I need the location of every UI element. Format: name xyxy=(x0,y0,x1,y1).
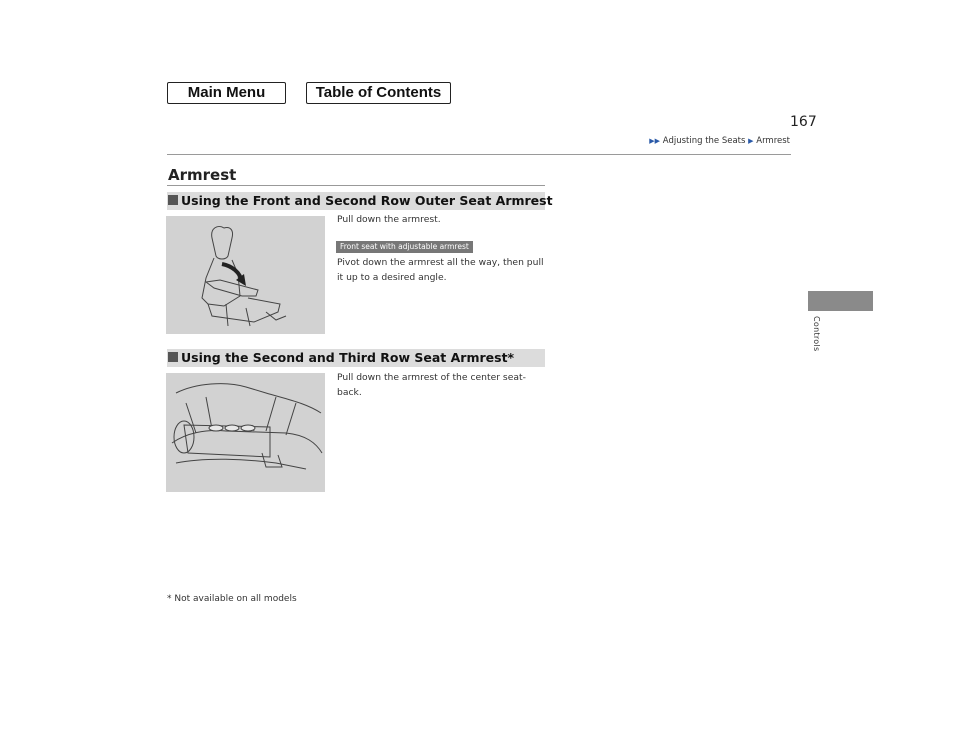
footnote: * Not available on all models xyxy=(167,594,297,604)
subsection-heading-band xyxy=(167,192,553,210)
chapter-tab[interactable] xyxy=(808,291,873,311)
section-title: Armrest xyxy=(168,166,237,184)
subsection-heading: Using the Second and Third Row Seat Armrest* xyxy=(181,350,515,365)
table-of-contents-button[interactable]: Table of Contents xyxy=(306,82,451,104)
instruction-text: Pivot down the armrest all the way, then pull it up to a desired angle. xyxy=(337,257,544,283)
breadcrumb-parent[interactable]: Adjusting the Seats xyxy=(662,136,746,146)
title-divider xyxy=(167,185,545,186)
variant-tag: Front seat with adjustable armrest xyxy=(336,241,473,253)
center-armrest-drawing xyxy=(166,373,325,492)
seat-armrest-drawing xyxy=(166,216,325,334)
subsection-heading-band xyxy=(167,349,545,367)
chapter-tab-label: Controls xyxy=(812,316,821,352)
center-seat-armrest-illustration xyxy=(166,373,325,492)
square-bullet-icon xyxy=(168,352,178,362)
breadcrumb xyxy=(649,136,790,146)
instruction-text: Pull down the armrest of the center seat-back. xyxy=(337,372,526,398)
subsection-heading: Using the Front and Second Row Outer Seat Armrest xyxy=(181,193,553,208)
breadcrumb-current: Armrest xyxy=(756,136,790,146)
square-bullet-icon xyxy=(168,195,178,205)
breadcrumb-arrow-icon: ▶ xyxy=(748,137,754,145)
main-menu-button[interactable]: Main Menu xyxy=(167,82,286,104)
front-seat-armrest-illustration xyxy=(166,216,325,334)
header-divider xyxy=(167,154,791,155)
page-number: 167 xyxy=(790,114,817,130)
instruction-text: Pull down the armrest. xyxy=(337,214,441,225)
breadcrumb-arrow-icon: ▶▶ xyxy=(649,137,661,145)
